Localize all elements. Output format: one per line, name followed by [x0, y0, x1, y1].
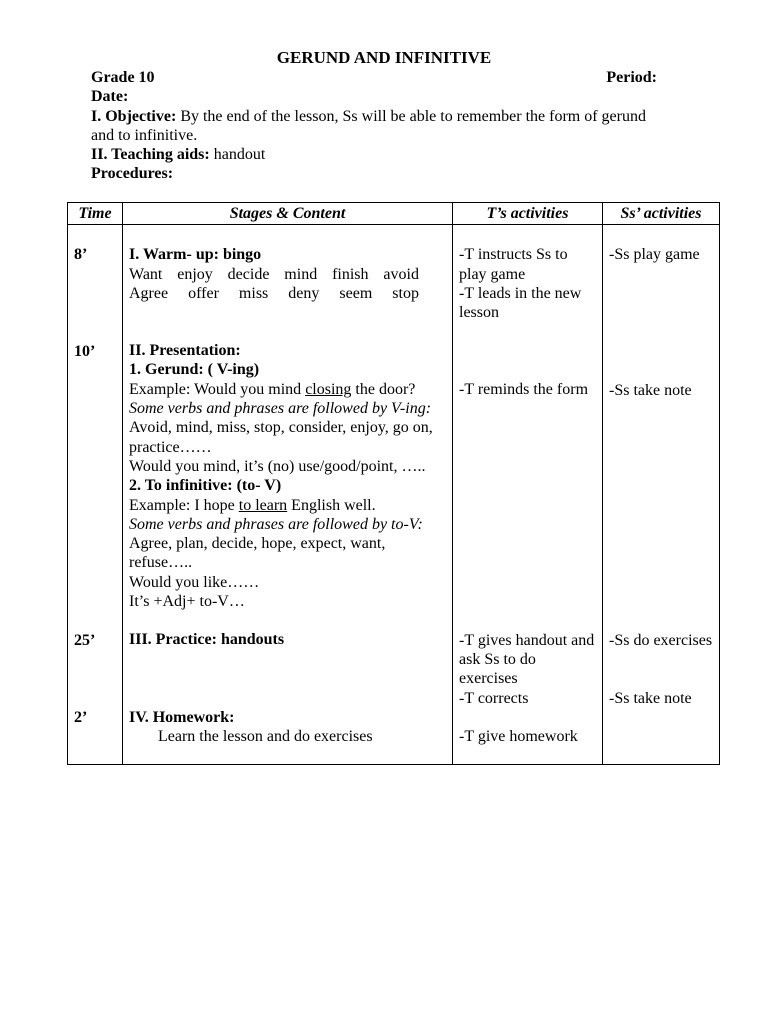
- table-row: [68, 225, 720, 765]
- bingo-verb: offer: [188, 284, 219, 302]
- bingo-verb: mind: [284, 265, 318, 283]
- aids-text: handout: [209, 146, 266, 164]
- time-cell: [68, 225, 123, 765]
- procedures-label: Procedures:: [91, 165, 174, 183]
- infinitive-verb-list: Agree, plan, decide, hope, expect, want, refuse…..: [129, 535, 386, 572]
- example-text: English well.: [287, 496, 376, 514]
- bingo-verb: Agree: [129, 284, 169, 302]
- t-activity: -T leads in the new lesson: [459, 284, 582, 322]
- bingo-verb: seem: [339, 284, 373, 302]
- presentation-heading: II. Presentation:: [129, 342, 241, 360]
- bingo-verbs-row-2: [129, 284, 419, 303]
- bingo-verb: decide: [227, 265, 270, 283]
- column-header-ss-activities: Ss’ activities: [603, 203, 720, 225]
- infinitive-example: [129, 496, 446, 515]
- t-activity: -T instructs Ss to play game: [459, 246, 568, 283]
- infinitive-phrase: Would you like……: [129, 573, 260, 591]
- gerund-phrases: Would you mind, it’s (no) use/good/point, …..: [129, 457, 426, 475]
- ss-activity: -Ss play game: [609, 246, 700, 264]
- gerund-heading: 1. Gerund: ( V-ing): [129, 361, 260, 379]
- example-underlined: to learn: [238, 496, 288, 514]
- ss-activity: -Ss do exercises: [609, 631, 713, 649]
- gerund-example: [129, 380, 446, 399]
- t-activity: -T gives handout and ask Ss to do exercises: [459, 631, 595, 688]
- presentation-time: 10’: [74, 342, 96, 360]
- grade-period-row: [91, 68, 657, 87]
- period-label: Period:: [606, 69, 657, 86]
- table-header-row: [68, 203, 720, 225]
- homework-time: 2’: [74, 709, 88, 727]
- procedures-table: [67, 202, 720, 765]
- column-header-time: Time: [68, 203, 123, 225]
- warmup-time: 8’: [74, 246, 88, 264]
- aids-label: II. Teaching aids:: [91, 146, 210, 164]
- bingo-verb: Want: [129, 265, 163, 283]
- grade-label: Grade 10: [91, 69, 155, 86]
- example-underlined: closing: [305, 380, 352, 398]
- column-header-stages: Stages & Content: [123, 203, 453, 225]
- t-activities-cell: [453, 225, 603, 765]
- t-activity: -T give homework: [459, 727, 578, 745]
- ss-activity: -Ss take note: [609, 690, 692, 708]
- bingo-verb: miss: [238, 284, 269, 302]
- ss-activities-cell: [603, 225, 720, 765]
- bingo-verb: finish: [332, 265, 369, 283]
- date-label: Date:: [91, 88, 129, 106]
- practice-time: 25’: [74, 631, 96, 649]
- example-text: Example: I hope: [129, 496, 239, 514]
- objective: [91, 107, 657, 146]
- bingo-verbs-row-1: [129, 265, 419, 284]
- infinitive-phrase: It’s +Adj+ to-V…: [129, 593, 245, 611]
- practice-heading: III. Practice: handouts: [129, 631, 285, 649]
- infinitive-note: Some verbs and phrases are followed by to-V:: [129, 515, 423, 533]
- objective-label: I. Objective:: [91, 107, 177, 125]
- gerund-note: Some verbs and phrases are followed by V-ing:: [129, 400, 432, 418]
- bingo-verb: stop: [392, 284, 419, 302]
- bingo-verb: avoid: [383, 265, 419, 283]
- stages-content-cell: [123, 225, 453, 765]
- gerund-verb-list: Avoid, mind, miss, stop, consider, enjoy, go on, practice……: [129, 419, 433, 456]
- lesson-header: [91, 68, 657, 184]
- ss-activity: -Ss take note: [609, 381, 692, 399]
- teaching-aids: [91, 145, 657, 164]
- t-activity: -T reminds the form: [459, 381, 589, 399]
- column-header-t-activities: T’s activities: [453, 203, 603, 225]
- infinitive-heading: 2. To infinitive: (to- V): [129, 477, 282, 495]
- bingo-verb: deny: [288, 284, 320, 302]
- objective-text: By the end of the lesson, Ss will be able to remember the form of gerund and to infinitive.: [91, 107, 646, 144]
- homework-heading: IV. Homework:: [129, 708, 235, 726]
- bingo-verb: enjoy: [177, 265, 213, 283]
- t-activity: -T corrects: [459, 689, 529, 707]
- document-title: GERUND AND INFINITIVE: [276, 48, 492, 67]
- warmup-heading: I. Warm- up: bingo: [129, 246, 262, 264]
- example-text: the door?: [351, 380, 416, 398]
- homework-content: Learn the lesson and do exercises: [158, 727, 373, 745]
- example-text: Example: Would you mind: [129, 380, 306, 398]
